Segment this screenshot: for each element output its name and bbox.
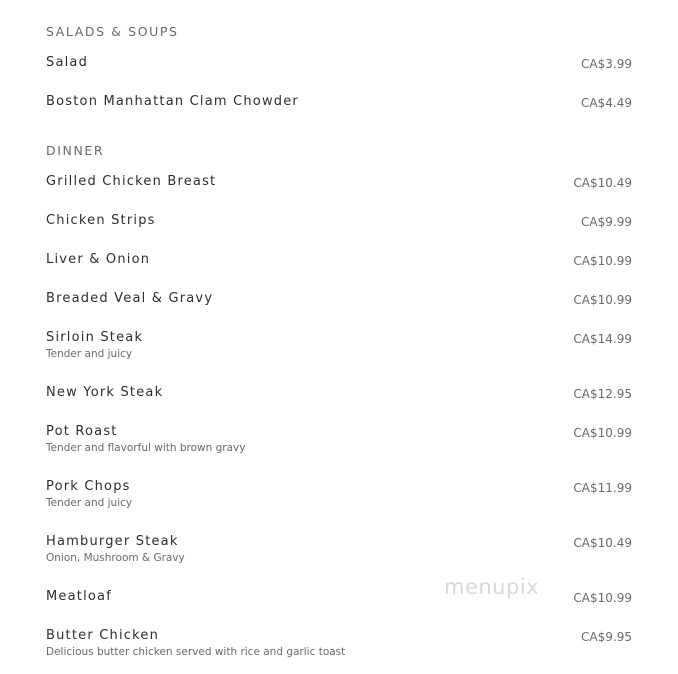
menu-item-breaded-veal: [46, 291, 632, 307]
menu-item-hamburger-steak: [46, 534, 632, 565]
item-price: CA$14.99: [573, 332, 632, 346]
item-description: Onion, Mushroom & Gravy: [46, 552, 185, 564]
section-title-dinner: DINNER: [46, 143, 105, 158]
item-price: CA$11.99: [573, 481, 632, 495]
item-name: Meatloaf: [46, 589, 112, 604]
menu-item-chicken-strips: [46, 213, 632, 229]
menu-item-grilled-chicken-breast: [46, 174, 632, 190]
item-name: Sirloin Steak: [46, 330, 144, 345]
item-description: Delicious butter chicken served with rice and garlic toast: [46, 646, 346, 658]
item-description: Tender and flavorful with brown gravy: [46, 442, 246, 454]
item-price: CA$10.99: [573, 293, 632, 307]
item-name: Grilled Chicken Breast: [46, 174, 217, 189]
item-price: CA$4.49: [581, 96, 632, 110]
menu-item-salad: [46, 55, 632, 71]
section-title-salads-soups: SALADS & SOUPS: [46, 24, 179, 39]
item-name: New York Steak: [46, 385, 164, 400]
menu-item-meatloaf: [46, 589, 632, 605]
item-name: Hamburger Steak: [46, 534, 179, 549]
item-price: CA$3.99: [581, 57, 632, 71]
item-price: CA$10.49: [573, 536, 632, 550]
item-name: Pork Chops: [46, 479, 131, 494]
item-name: Pot Roast: [46, 424, 118, 439]
item-price: CA$10.99: [573, 254, 632, 268]
item-name: Liver & Onion: [46, 252, 151, 267]
item-description: Tender and juicy: [46, 348, 133, 360]
menu-item-clam-chowder: [46, 94, 632, 110]
item-price: CA$9.95: [581, 630, 632, 644]
item-name: Chicken Strips: [46, 213, 156, 228]
menu-item-liver-onion: [46, 252, 632, 268]
item-name: Butter Chicken: [46, 628, 160, 643]
item-name: Breaded Veal & Gravy: [46, 291, 214, 306]
item-price: CA$10.99: [573, 426, 632, 440]
item-price: CA$10.99: [573, 591, 632, 605]
menu-item-pork-chops: [46, 479, 632, 510]
menu-item-sirloin-steak: [46, 330, 632, 361]
menu-item-butter-chicken: [46, 628, 632, 659]
item-name: Salad: [46, 55, 89, 70]
item-price: CA$9.99: [581, 215, 632, 229]
item-price: CA$12.95: [573, 387, 632, 401]
menupix-watermark: menupix: [444, 575, 540, 599]
menu-item-new-york-steak: [46, 385, 632, 401]
item-description: Tender and juicy: [46, 497, 133, 509]
item-price: CA$10.49: [573, 176, 632, 190]
item-name: Boston Manhattan Clam Chowder: [46, 94, 299, 109]
menu-item-pot-roast: [46, 424, 632, 455]
